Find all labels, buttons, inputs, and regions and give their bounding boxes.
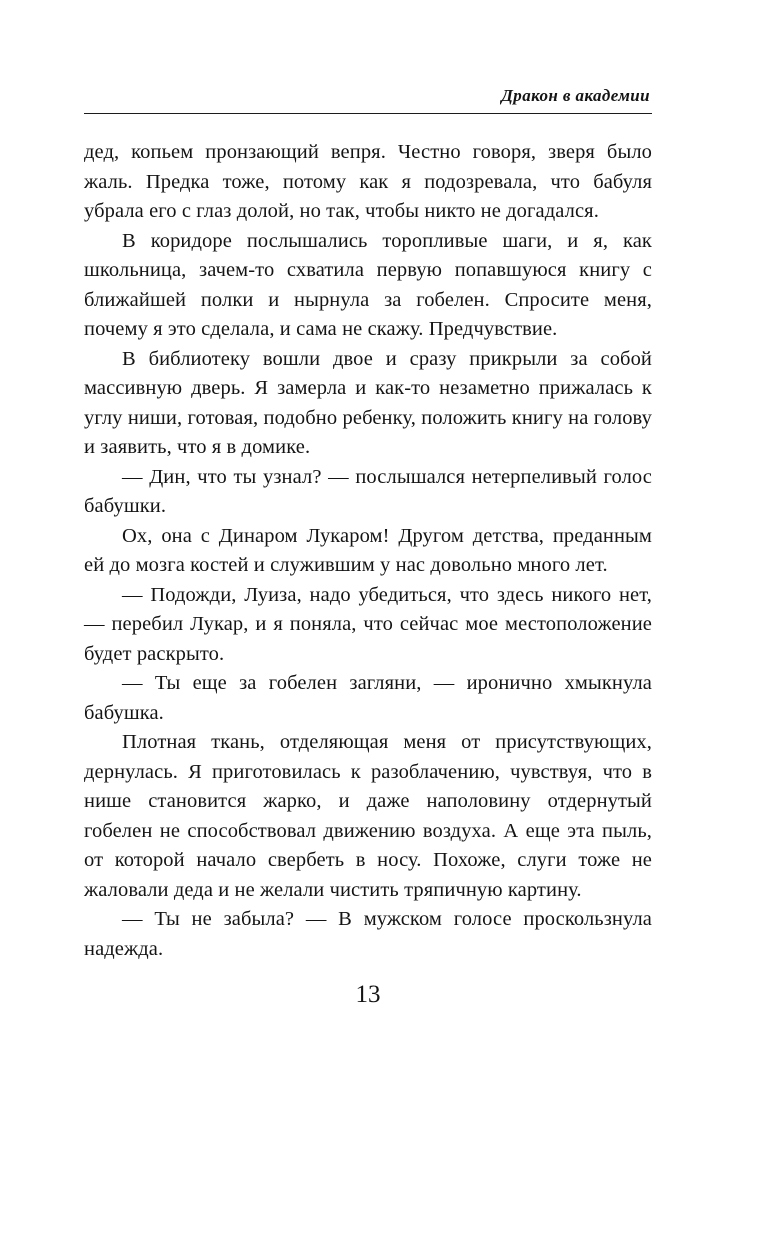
paragraph-dialogue: — Ты не забыла? — В мужском голосе проскользнула надежда.	[84, 908, 652, 960]
running-header-title: Дракон в академии	[84, 86, 652, 114]
paragraph-dialogue: — Дин, что ты узнал? — послышался нетерпеливый голос бабушки.	[84, 465, 652, 517]
paragraph-dialogue: — Подожди, Луиза, надо убедиться, что здесь никого нет, — перебил Лукар, и я поняла, что сейчас мое местоположение будет раскрыто.	[84, 583, 652, 665]
paragraph: Плотная ткань, отделяющая меня от присутствующих, дернулась. Я приготовилась к разоблачению, чувствуя, что в нише становится жарко, и даже наполовину отдернутый гобелен не способствовал движению воздуха. А еще эта пыль, от которой начало свербеть в носу. Похоже, слуги тоже не жаловали деда и не желали чистить тряпичную картину.	[84, 731, 652, 901]
paragraph: Ох, она с Динаром Лукаром! Другом детства, преданным ей до мозга костей и служившим у нас довольно много лет.	[84, 524, 652, 576]
paragraph: В коридоре послышались торопливые шаги, и я, как школьница, зачем-то схватила первую попавшуюся книгу с ближайшей полки и нырнула за гобелен. Спросите меня, почему я это сделала, и сама не скажу. Предчувствие.	[84, 229, 652, 340]
body-text	[84, 138, 652, 964]
paragraph: В библиотеку вошли двое и сразу прикрыли за собой массивную дверь. Я замерла и как-то незаметно прижалась к углу ниши, готовая, подобно ребенку, положить книгу на голову и заявить, что я в домике.	[84, 347, 652, 458]
page-content	[84, 86, 652, 1009]
paragraph: дед, копьем пронзающий вепря. Честно говоря, зверя было жаль. Предка тоже, потому как я подозревала, что бабуля убрала его с глаз долой, но так, чтобы никто не догадался.	[84, 141, 652, 222]
paragraph-dialogue: — Ты еще за гобелен загляни, — иронично хмыкнула бабушка.	[84, 672, 652, 724]
page-number: 13	[355, 981, 381, 1008]
